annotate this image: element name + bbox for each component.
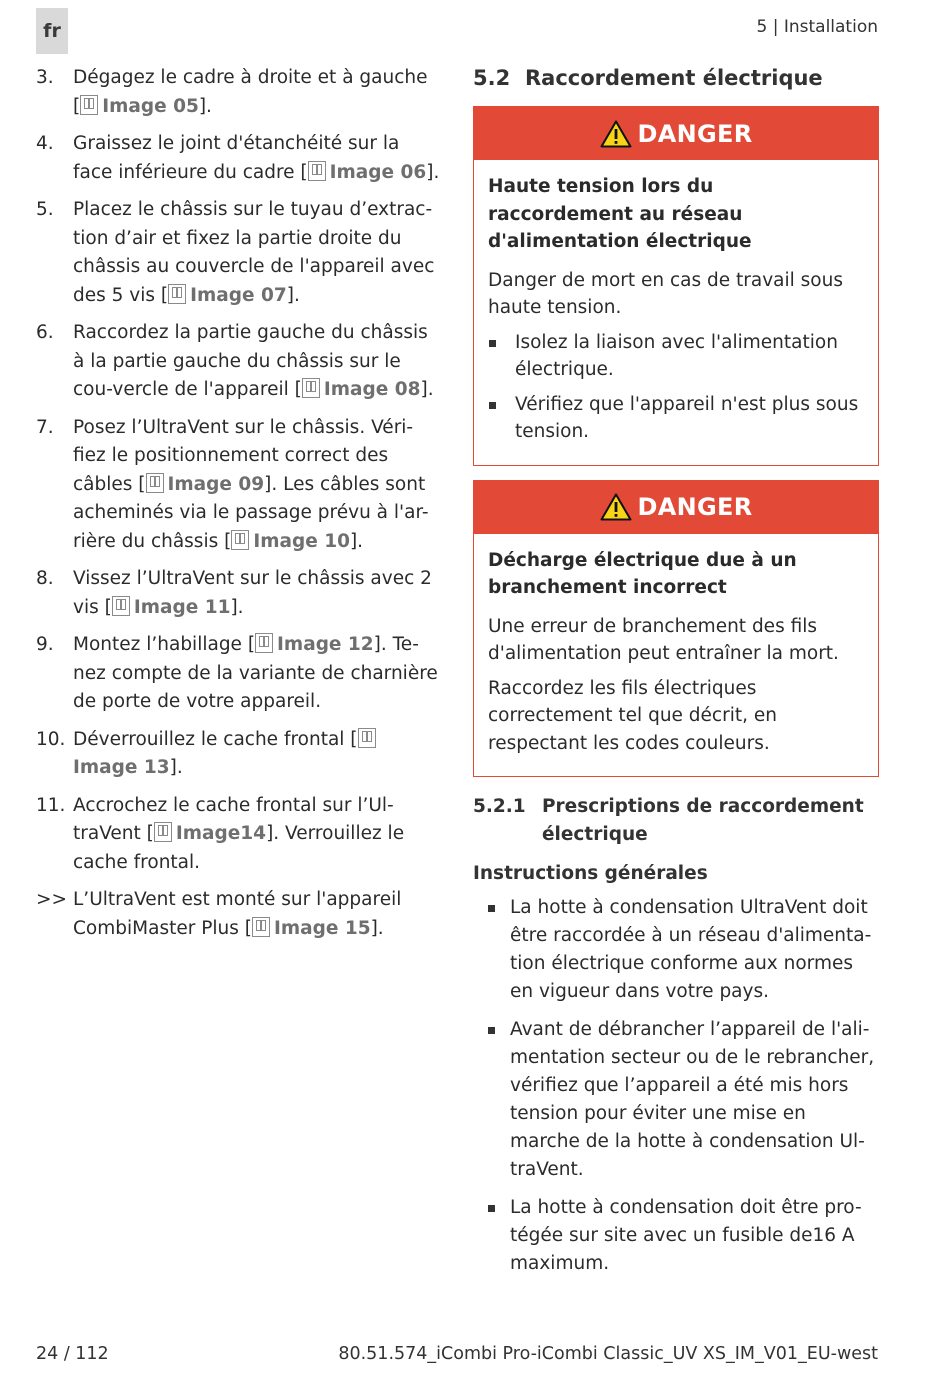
image-ref-icon	[252, 917, 270, 937]
image-ref-icon	[255, 633, 273, 653]
step-item: 11. Accrochez le cache frontal sur l’Ul-traVent [ Image14]. Verrouillez le cache frontal.	[36, 792, 440, 878]
step-number: 5.	[36, 199, 54, 220]
danger-title: Haute tension lors du raccordement au réseau d'alimentation électrique	[488, 176, 752, 252]
image-link[interactable]: Image 08	[302, 379, 421, 400]
step-item: 7. Posez l’UltraVent sur le châssis. Véri-fiez le positionnement correct des câbles [ Image 09]. Les câbles sont acheminés via le passage prévu à l'ar-rière du châssis [ Image 10].	[36, 414, 440, 557]
page-number: 24 / 112	[36, 1344, 109, 1364]
image-ref-icon	[358, 728, 376, 748]
danger-header: DANGER	[474, 107, 878, 160]
danger-text: Raccordez les fils électriques correctement tel que décrit, en respectant les codes couleurs.	[488, 677, 777, 754]
danger-text: Danger de mort en cas de travail sous haute tension.	[488, 269, 843, 318]
image-link[interactable]: Image 06	[308, 162, 427, 183]
list-item: Isolez la liaison avec l'alimentation électrique.	[488, 329, 864, 384]
danger-header: DANGER	[474, 481, 878, 534]
image-ref-icon	[302, 378, 320, 398]
list-item: La hotte à condensation doit être pro-tégée sur site avec un fusible de16 A maximum.	[473, 1194, 879, 1278]
step-number: 3.	[36, 67, 54, 88]
step-number: 9.	[36, 634, 54, 655]
step-number: 11.	[36, 794, 66, 816]
image-link[interactable]: Image 11	[112, 597, 231, 618]
image-link[interactable]: Image 10	[231, 531, 350, 552]
bullet-square-icon	[488, 391, 515, 446]
image-link[interactable]: Image 05	[80, 96, 199, 117]
chapter-header: 5 | Installation	[756, 17, 878, 37]
step-number: 8.	[36, 568, 54, 589]
danger-box	[473, 480, 879, 778]
image-link[interactable]: Image 12	[255, 634, 374, 655]
step-number: 10.	[36, 728, 66, 750]
step-item: 4. Graissez le joint d'étanchéité sur la face inférieure du cadre [ Image 06].	[36, 130, 440, 187]
image-link[interactable]: Image14	[154, 823, 266, 844]
step-number: 7.	[36, 416, 54, 438]
bullet-square-icon	[487, 894, 510, 1006]
subsection-heading: 5.2.1 Prescriptions de raccordement électrique	[473, 796, 864, 845]
step-item: 8. Vissez l’UltraVent sur le châssis avec 2 vis [ Image 11].	[36, 565, 440, 622]
step-number: 4.	[36, 133, 54, 154]
general-instructions-heading: Instructions générales	[473, 863, 708, 884]
installation-steps	[36, 64, 440, 952]
step-item: 5. Placez le châssis sur le tuyau d’extrac-tion d’air et fixez la partie droite du châssis au couvercle de l'appareil avec des 5 vis [ Image 07].	[36, 196, 440, 310]
list-item: La hotte à condensation UltraVent doit être raccordée à un réseau d'alimenta-tion électrique conforme aux normes en vigueur dans votre pays.	[473, 894, 879, 1006]
step-item: 3. Dégagez le cadre à droite et à gauche [ Image 05].	[36, 64, 440, 121]
electrical-connection-section	[473, 64, 879, 1288]
step-item: 9. Montez l’habillage [ Image 12]. Te-nez compte de la variante de charnière de porte de votre appareil.	[36, 631, 440, 717]
bullet-square-icon	[487, 1194, 510, 1278]
step-item: 6. Raccordez la partie gauche du châssis à la partie gauche du châssis sur le cou-vercle de l'appareil [ Image 08].	[36, 319, 440, 405]
image-link[interactable]: Image 09	[146, 474, 265, 495]
language-badge: fr	[36, 8, 68, 54]
danger-text: Une erreur de branchement des fils d'alimentation peut entraîner la mort.	[488, 615, 839, 664]
image-ref-icon	[308, 161, 326, 181]
result-marker: >>	[36, 889, 68, 910]
image-ref-icon	[231, 530, 249, 550]
warning-triangle-icon	[600, 120, 632, 148]
list-item: Vérifiez que l'appareil n'est plus sous tension.	[488, 391, 864, 446]
step-item: 10. Déverrouillez le cache frontal [Image 13].	[36, 726, 440, 783]
image-ref-icon	[112, 596, 130, 616]
section-heading: 5.2 Raccordement électrique	[473, 66, 823, 90]
image-ref-icon	[168, 284, 186, 304]
bullet-square-icon	[487, 1016, 510, 1184]
image-ref-icon	[154, 822, 172, 842]
danger-box	[473, 106, 879, 466]
image-ref-icon	[146, 473, 164, 493]
danger-title: Décharge électrique due à un branchement incorrect	[488, 549, 797, 598]
step-result: >> L’UltraVent est monté sur l'appareil CombiMaster Plus [ Image 15].	[36, 886, 440, 943]
image-ref-icon	[80, 95, 98, 115]
image-link[interactable]: Image 15	[252, 918, 371, 939]
warning-triangle-icon	[600, 493, 632, 521]
list-item: Avant de débrancher l’appareil de l'ali-mentation secteur ou de le rebrancher, vérifiez que l’appareil a été mis hors tension pour éviter une mise en marche de la hotte à condensation Ul-traVent.	[473, 1016, 879, 1184]
bullet-square-icon	[488, 329, 515, 384]
step-number: 6.	[36, 322, 54, 343]
image-link[interactable]: Image 13	[73, 729, 380, 779]
document-id: 80.51.574_iCombi Pro-iCombi Classic_UV XS_IM_V01_EU-west	[338, 1344, 878, 1364]
image-link[interactable]: Image 07	[168, 285, 287, 306]
